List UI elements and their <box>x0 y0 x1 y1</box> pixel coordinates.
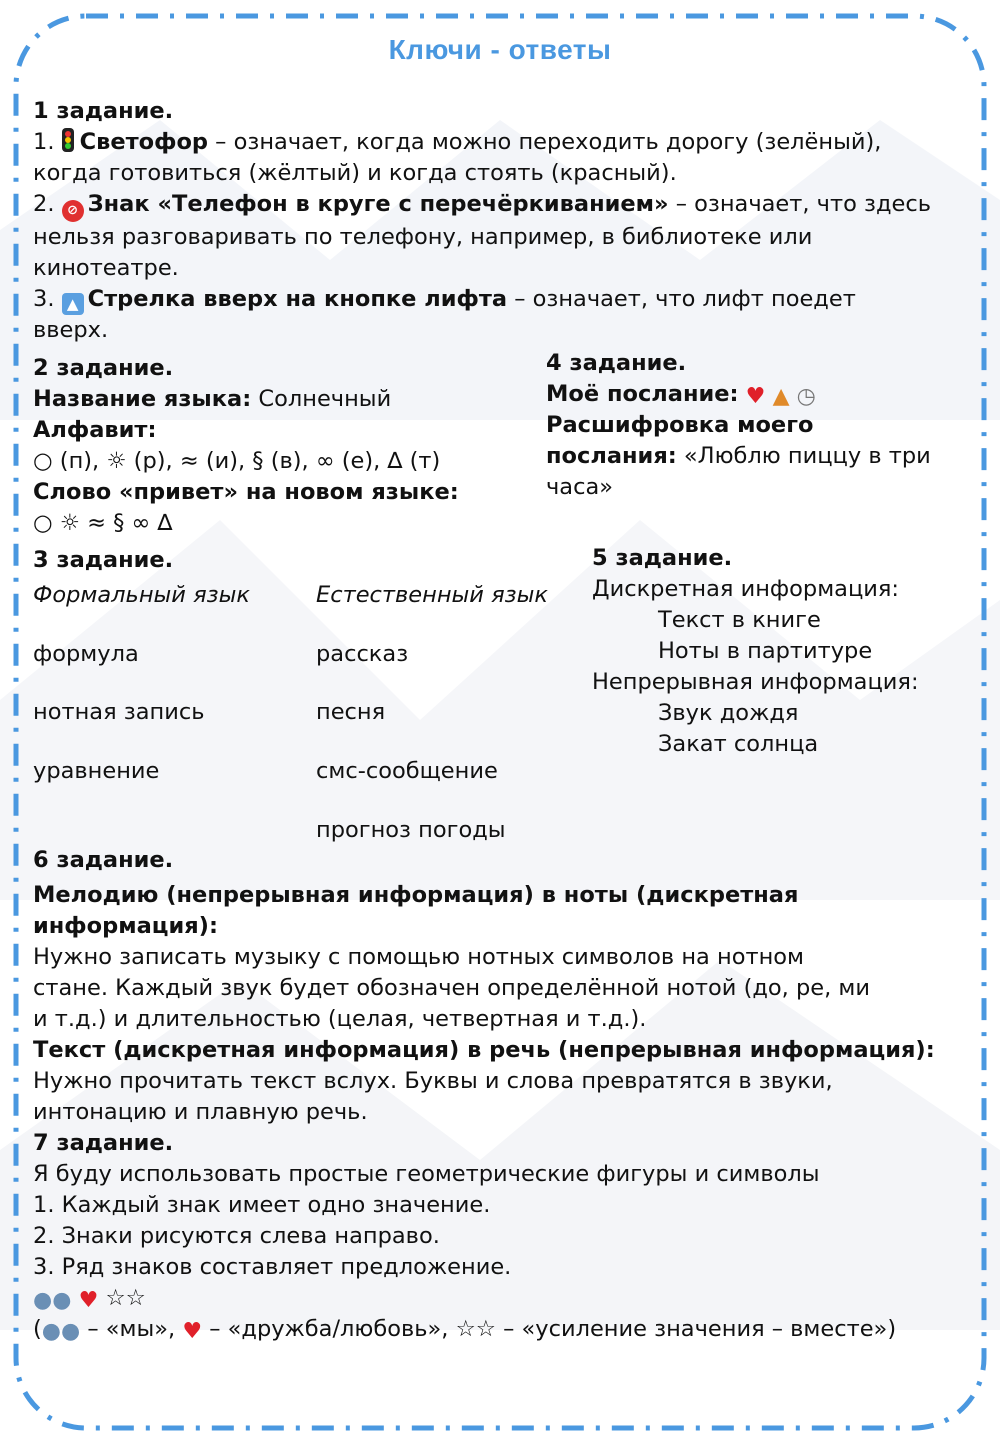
task3-col1-header: Формальный язык <box>33 582 250 608</box>
no-phone-icon: ⊘ <box>62 200 84 222</box>
heart-icon: ♥ <box>745 384 766 409</box>
task2-heading: 2 задание. <box>33 355 174 381</box>
task4-message: Моё послание: ♥ ▲ ◷ <box>546 381 816 409</box>
task1-item2: 2. ⊘ Знак «Телефон в круге с перечёркиванием» – означает, что здесь <box>33 189 931 222</box>
task6-part2-label: Текст (дискретная информация) в речь (непрерывная информация): <box>33 1037 935 1063</box>
task7-block <box>33 1128 896 1345</box>
task7-heading: 7 задание. <box>33 1130 174 1156</box>
task3-col2-item: смс-сообщение <box>316 758 498 784</box>
task3-heading: 3 задание. <box>33 547 174 573</box>
people-icon: ●● <box>41 1319 81 1344</box>
traffic-light-icon <box>62 128 74 152</box>
task1-item1: 1. Светофор – означает, когда можно переходить дорогу (зелёный), <box>33 129 882 155</box>
task5-heading: 5 задание. <box>592 545 733 571</box>
task4-heading: 4 задание. <box>546 350 687 376</box>
task3-col2-item: прогноз погоды <box>316 817 506 843</box>
task2-word-label: Слово «привет» на новом языке: <box>33 479 459 505</box>
task1-heading: 1 задание. <box>33 98 174 124</box>
task1-item2-cont: нельзя разговаривать по телефону, например, в библиотеке или <box>33 224 813 250</box>
task5-continuous-item: Закат солнца <box>658 731 819 757</box>
task7-intro: Я буду использовать простые геометрические фигуры и символы <box>33 1161 820 1187</box>
task5-continuous-item: Звук дождя <box>658 700 799 726</box>
task4-decode: послания: «Люблю пиццу в три <box>546 443 931 469</box>
heart-icon: ♥ <box>182 1319 203 1344</box>
heart-icon: ♥ <box>78 1288 99 1313</box>
task2-block <box>33 353 459 539</box>
task1-item3: 3. ▲ Стрелка вверх на кнопке лифта – означает, что лифт поедет <box>33 286 856 313</box>
task5-discrete-label: Дискретная информация: <box>592 576 900 602</box>
task4-decode-cont: часа» <box>546 474 614 500</box>
clock-icon: ◷ <box>796 384 816 409</box>
task5-discrete-item: Текст в книге <box>658 607 821 633</box>
task6-part1-text: Нужно записать музыку с помощью нотных символов на нотном <box>33 944 805 970</box>
task6-part1-text: и т.д.) и длительностью (целая, четвертная и т.д.). <box>33 1006 647 1032</box>
task6-heading: 6 задание. <box>33 847 174 873</box>
up-arrow-icon: ▲ <box>62 293 84 315</box>
page-title: Ключи - ответы <box>388 34 612 65</box>
task6-part2-text: интонацию и плавную речь. <box>33 1099 368 1125</box>
task7-rule: 3. Ряд знаков составляет предложение. <box>33 1254 512 1280</box>
stars-symbol: ☆☆ <box>105 1285 146 1311</box>
task6-part1-label: Мелодию (непрерывная информация) в ноты (дискретная <box>33 882 799 908</box>
task2-word-value: ○ ☼ ≈ § ∞ ∆ <box>33 510 173 536</box>
pizza-icon: ▲ <box>772 384 790 409</box>
task5-block <box>592 543 919 760</box>
people-icon: ●● <box>33 1288 72 1313</box>
task7-rule: 2. Знаки рисуются слева направо. <box>33 1223 440 1249</box>
task6-part2-text: Нужно прочитать текст вслух. Буквы и слова превратятся в звуки, <box>33 1068 833 1094</box>
task7-legend: (●● – «мы», ♥ – «дружба/любовь», ☆☆ – «усиление значения – вместе») <box>33 1316 897 1344</box>
task5-discrete-item: Ноты в партитуре <box>658 638 873 664</box>
task6-part1-text: стане. Каждый звук будет обозначен определённой нотой (до, ре, ми <box>33 975 870 1001</box>
task6-part1-label-cont: информация): <box>33 913 218 939</box>
task2-lang: Название языка: Солнечный <box>33 386 392 412</box>
task1-block <box>33 96 931 346</box>
task4-block <box>546 348 931 503</box>
task3-col2-item: песня <box>316 699 386 725</box>
task7-symbols <box>33 1283 896 1314</box>
task2-alphabet-label: Алфавит: <box>33 417 157 443</box>
task7-rule: 1. Каждый знак имеет одно значение. <box>33 1192 491 1218</box>
task3-col2-item: рассказ <box>316 641 409 667</box>
task1-item3-cont: вверх. <box>33 317 109 343</box>
task1-item1-cont: когда готовиться (жёлтый) и когда стоять (красный). <box>33 160 677 186</box>
task3-col2-header: Естественный язык <box>316 582 548 608</box>
task4-decode-label: Расшифровка моего <box>546 412 814 438</box>
task3-col1-item: нотная запись <box>33 699 205 725</box>
task3-col1-item: формула <box>33 641 139 667</box>
task2-alphabet-value: ○ (п), ☼ (р), ≈ (и), § (в), ∞ (е), ∆ (т) <box>33 448 441 474</box>
task5-continuous-label: Непрерывная информация: <box>592 669 919 695</box>
task1-item2-cont2: кинотеатре. <box>33 255 179 281</box>
task3-col1-item: уравнение <box>33 758 160 784</box>
task6-block <box>33 845 935 1128</box>
